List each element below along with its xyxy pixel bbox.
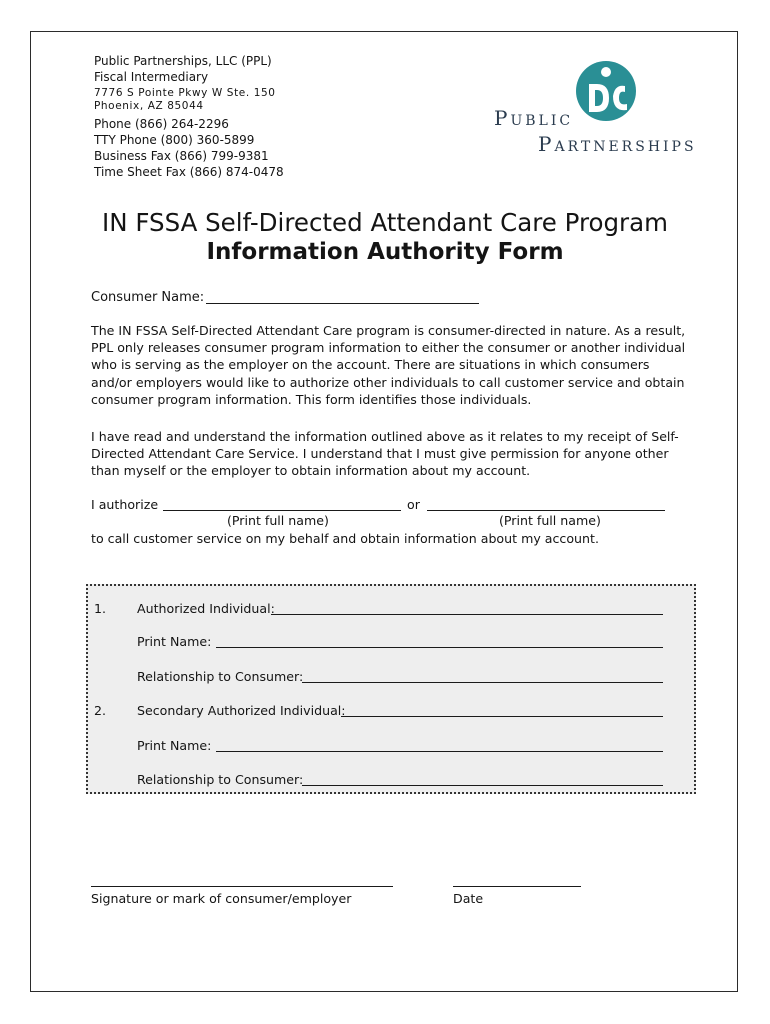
date-field[interactable] (453, 886, 581, 887)
secondary-authorized-individual-label: Secondary Authorized Individual: (137, 703, 346, 718)
authorized-name-field-1[interactable] (163, 510, 401, 511)
logo-word-partnerships-rest: ARTNERSHIPS (554, 139, 697, 155)
item-number-1: 1. (94, 601, 107, 616)
phone-number: Phone (866) 264-2296 (94, 117, 229, 131)
acknowledgement-line: Directed Attendant Care Service. I understand that I must give permission for anyone other (91, 446, 669, 462)
timesheet-fax: Time Sheet Fax (866) 874-0478 (94, 165, 284, 179)
form-program-title: IN FSSA Self-Directed Attendant Care Program (102, 208, 668, 237)
relationship-label-1: Relationship to Consumer: (137, 669, 304, 684)
signature-field[interactable] (91, 886, 393, 887)
intro-line: consumer program information. This form identifies those individuals. (91, 391, 532, 407)
authorized-individual-label: Authorized Individual: (137, 601, 275, 616)
tty-phone-number: TTY Phone (800) 360-5899 (94, 133, 255, 147)
intro-line: who is serving as the employer on the account. There are situations in which consumers (91, 357, 650, 373)
consumer-name-field[interactable] (206, 303, 479, 304)
form-title: Information Authority Form (206, 239, 564, 265)
relationship-field-2[interactable] (302, 785, 663, 786)
acknowledgement-line: than myself or the employer to obtain information about my account. (91, 463, 531, 479)
acknowledgement-paragraph (91, 428, 679, 480)
authorize-suffix: to call customer service on my behalf and obtain information about my account. (91, 531, 599, 546)
intro-line: The IN FSSA Self-Directed Attendant Care program is consumer-directed in nature. As a result, (91, 323, 686, 338)
print-name-label-2: Print Name: (137, 738, 212, 753)
business-fax: Business Fax (866) 799-9381 (94, 149, 269, 163)
authorize-or: or (407, 497, 420, 512)
secondary-authorized-individual-field[interactable] (341, 716, 663, 717)
company-role: Fiscal Intermediary (94, 70, 209, 84)
consumer-name-label: Consumer Name: (91, 290, 205, 305)
logo-initial-p: P (494, 106, 511, 130)
authorized-individual-field[interactable] (271, 614, 663, 615)
print-name-field-2[interactable] (216, 751, 663, 752)
relationship-label-2: Relationship to Consumer: (137, 772, 304, 787)
public-partnerships-logo-icon (571, 56, 641, 126)
authorize-prefix: I authorize (91, 497, 159, 512)
date-label: Date (453, 891, 484, 906)
acknowledgement-line: I have read and understand the information outlined above as it relates to my receipt of Self- (91, 429, 679, 444)
item-number-2: 2. (94, 703, 107, 718)
print-full-name-hint-1: (Print full name) (227, 513, 329, 528)
form-page (30, 31, 738, 992)
address-line-2: Phoenix, AZ 85044 (94, 100, 204, 112)
intro-line: PPL only releases consumer program information to either the consumer or another individual (91, 340, 686, 356)
logo-word-public-rest: UBLIC (510, 113, 574, 129)
authorized-name-field-2[interactable] (427, 510, 665, 511)
logo-initial-p2: P (538, 132, 555, 156)
logo-word-partnerships (538, 132, 697, 156)
intro-paragraph (91, 322, 685, 408)
print-name-label-1: Print Name: (137, 634, 212, 649)
intro-line: and/or employers would like to authorize other individuals to call customer service and obtain (91, 374, 685, 390)
print-name-field-1[interactable] (216, 647, 663, 648)
relationship-field-1[interactable] (302, 682, 663, 683)
authorized-individuals-box (86, 584, 696, 794)
print-full-name-hint-2: (Print full name) (499, 513, 601, 528)
logo-word-public (494, 106, 573, 130)
signature-label: Signature or mark of consumer/employer (91, 891, 352, 906)
company-name: Public Partnerships, LLC (PPL) (94, 54, 272, 68)
address-line-1: 7776 S Pointe Pkwy W Ste. 150 (94, 87, 276, 99)
